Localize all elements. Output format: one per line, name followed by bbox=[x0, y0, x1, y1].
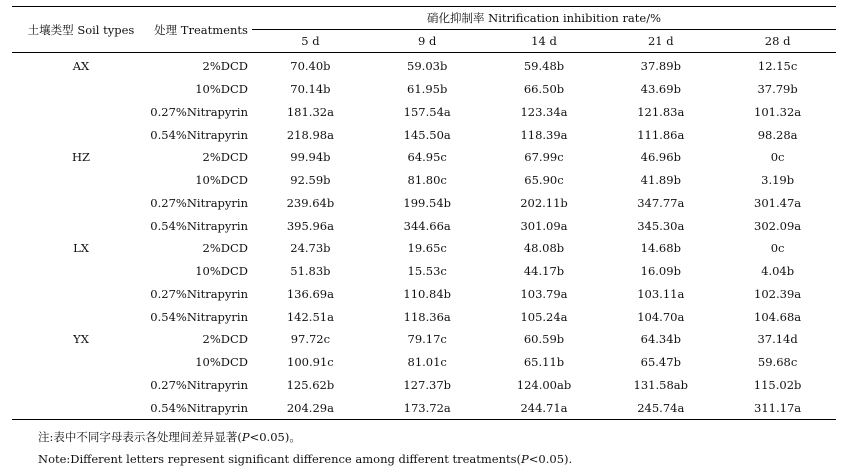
cell-soil-type: YX bbox=[73, 332, 89, 347]
cell-value: 37.79b bbox=[757, 82, 798, 97]
cell-value: 100.91c bbox=[287, 355, 334, 370]
cell-value: 239.64b bbox=[286, 195, 335, 210]
cell-value: 59.68c bbox=[757, 355, 798, 370]
cell-treatment: 0.27%Nitrapyrin bbox=[150, 377, 248, 392]
cell-value: 101.32a bbox=[754, 104, 802, 119]
cell-value: 118.39a bbox=[520, 127, 568, 142]
cell-soil-type: AX bbox=[72, 59, 90, 74]
cell-soil-type: HZ bbox=[71, 150, 91, 165]
cell-value: 345.30a bbox=[637, 218, 685, 233]
cell-value: 110.84b bbox=[403, 286, 451, 301]
cell-value: 97.72c bbox=[290, 332, 331, 347]
cell-treatment: 0.27%Nitrapyrin bbox=[150, 286, 248, 301]
cell-value: 64.95c bbox=[407, 150, 447, 165]
header-day: 9 d bbox=[369, 30, 486, 53]
cell-value: 14.68b bbox=[640, 241, 681, 256]
cell-value: 70.40b bbox=[290, 59, 331, 74]
cell-value: 123.34a bbox=[520, 104, 568, 119]
cell-value: 41.89b bbox=[640, 173, 681, 188]
table-row bbox=[12, 328, 836, 351]
cell-soil-type: LX bbox=[73, 241, 89, 256]
cell-value: 79.17c bbox=[407, 332, 447, 347]
cell-value: 202.11b bbox=[520, 195, 568, 210]
cell-value: 103.79a bbox=[520, 286, 568, 301]
cell-soil-type bbox=[12, 214, 150, 237]
table-notes bbox=[38, 426, 572, 470]
cell-soil-type bbox=[12, 78, 150, 101]
cell-value: 46.96b bbox=[640, 150, 681, 165]
cell-value: 48.08b bbox=[523, 241, 565, 256]
table-row bbox=[12, 214, 836, 237]
cell-value: 65.47b bbox=[640, 355, 681, 370]
cell-value: 103.11a bbox=[637, 286, 685, 301]
cell-value: 64.34b bbox=[640, 332, 681, 347]
cell-value: 65.90c bbox=[524, 173, 564, 188]
header-soil-types: 土壤类型 Soil types bbox=[12, 7, 150, 53]
cell-value: 60.59b bbox=[523, 332, 565, 347]
cell-value: 131.58ab bbox=[633, 377, 689, 392]
table-row bbox=[12, 53, 836, 78]
cell-value: 204.29a bbox=[252, 396, 369, 419]
cell-value: 311.17a bbox=[719, 396, 836, 419]
cell-value: 136.69a bbox=[286, 286, 334, 301]
cell-value: 115.02b bbox=[753, 377, 802, 392]
cell-value: 142.51a bbox=[286, 309, 334, 324]
cell-value: 59.48b bbox=[523, 59, 565, 74]
cell-value: 4.04b bbox=[761, 264, 795, 279]
cell-soil-type bbox=[12, 192, 150, 215]
cell-value: 43.69b bbox=[640, 82, 681, 97]
cell-treatment: 10%DCD bbox=[195, 173, 248, 188]
cell-value: 3.19b bbox=[761, 173, 795, 188]
cell-treatment: 10%DCD bbox=[195, 82, 248, 97]
cell-value: 118.36a bbox=[403, 309, 451, 324]
cell-value: 70.14b bbox=[290, 82, 331, 97]
cell-soil-type bbox=[12, 283, 150, 306]
cell-value: 301.47a bbox=[754, 195, 802, 210]
cell-soil-type bbox=[12, 351, 150, 374]
cell-soil-type bbox=[12, 169, 150, 192]
header-day: 28 d bbox=[719, 30, 836, 53]
cell-value: 37.14d bbox=[757, 332, 798, 347]
cell-soil-type bbox=[12, 260, 150, 283]
cell-value: 124.00ab bbox=[516, 377, 572, 392]
header-treatments: 处理 Treatments bbox=[150, 7, 252, 53]
cell-value: 67.99c bbox=[524, 150, 564, 165]
cell-value: 104.70a bbox=[637, 309, 685, 324]
cell-treatment: 2%DCD bbox=[202, 150, 248, 165]
cell-value: 51.83b bbox=[290, 264, 331, 279]
cell-value: 157.54a bbox=[403, 104, 451, 119]
table-row bbox=[12, 78, 836, 101]
cell-value: 244.71a bbox=[486, 396, 603, 419]
cell-treatment: 10%DCD bbox=[195, 355, 248, 370]
cell-value: 344.66a bbox=[403, 218, 451, 233]
nitrification-inhibition-table bbox=[12, 6, 836, 420]
cell-value: 81.01c bbox=[407, 355, 447, 370]
cell-value: 125.62b bbox=[286, 377, 335, 392]
table-row bbox=[12, 146, 836, 169]
cell-value: 12.15c bbox=[757, 59, 798, 74]
cell-value: 111.86a bbox=[637, 127, 685, 142]
cell-soil-type bbox=[12, 396, 150, 419]
cell-value: 245.74a bbox=[602, 396, 719, 419]
cell-value: 173.72a bbox=[369, 396, 486, 419]
cell-value: 24.73b bbox=[290, 241, 331, 256]
cell-value: 66.50b bbox=[523, 82, 565, 97]
table-row bbox=[12, 192, 836, 215]
cell-value: 347.77a bbox=[637, 195, 685, 210]
cell-value: 0c bbox=[770, 150, 785, 165]
cell-value: 44.17b bbox=[523, 264, 565, 279]
cell-value: 59.03b bbox=[407, 59, 448, 74]
cell-soil-type bbox=[12, 101, 150, 124]
cell-value: 61.95b bbox=[407, 82, 448, 97]
table-row bbox=[12, 101, 836, 124]
table-row bbox=[12, 260, 836, 283]
cell-value: 145.50a bbox=[403, 127, 451, 142]
header-day: 14 d bbox=[486, 30, 603, 53]
cell-value: 302.09a bbox=[754, 218, 802, 233]
table-body bbox=[12, 53, 836, 420]
cell-soil-type bbox=[12, 305, 150, 328]
cell-value: 301.09a bbox=[520, 218, 568, 233]
cell-treatment: 0.27%Nitrapyrin bbox=[150, 195, 248, 210]
header-day: 5 d bbox=[252, 30, 369, 53]
note-chinese: 注:表中不同字母表示各处理间差异显著(P<0.05)。 bbox=[38, 430, 301, 444]
cell-value: 121.83a bbox=[637, 104, 685, 119]
cell-value: 81.80c bbox=[407, 173, 447, 188]
table-row bbox=[12, 169, 836, 192]
cell-treatment: 10%DCD bbox=[195, 264, 248, 279]
cell-treatment: 0.54%Nitrapyrin bbox=[150, 218, 248, 233]
cell-treatment: 0.54%Nitrapyrin bbox=[150, 127, 248, 142]
cell-treatment: 0.54%Nitrapyrin bbox=[150, 396, 252, 419]
cell-value: 19.65c bbox=[407, 241, 447, 256]
table-row bbox=[12, 351, 836, 374]
cell-treatment: 2%DCD bbox=[202, 332, 248, 347]
cell-treatment: 0.27%Nitrapyrin bbox=[150, 104, 248, 119]
cell-soil-type bbox=[12, 374, 150, 397]
cell-value: 98.28a bbox=[757, 127, 798, 142]
header-day: 21 d bbox=[602, 30, 719, 53]
cell-value: 65.11b bbox=[523, 355, 565, 370]
cell-value: 16.09b bbox=[640, 264, 681, 279]
note-english: Note:Different letters represent significant difference among different treatments(P<0.05). bbox=[38, 452, 573, 466]
cell-value: 92.59b bbox=[290, 173, 331, 188]
table-row bbox=[12, 283, 836, 306]
cell-value: 181.32a bbox=[286, 104, 334, 119]
table-row bbox=[12, 374, 836, 397]
cell-value: 199.54b bbox=[403, 195, 451, 210]
cell-value: 15.53c bbox=[407, 264, 447, 279]
cell-value: 218.98a bbox=[286, 127, 334, 142]
cell-treatment: 0.54%Nitrapyrin bbox=[150, 309, 248, 324]
table-row bbox=[12, 237, 836, 260]
cell-treatment: 2%DCD bbox=[202, 241, 248, 256]
cell-value: 395.96a bbox=[286, 218, 334, 233]
cell-value: 37.89b bbox=[640, 59, 681, 74]
cell-value: 105.24a bbox=[520, 309, 568, 324]
cell-value: 127.37b bbox=[403, 377, 451, 392]
header-nitrification-group: 硝化抑制率 Nitrification inhibition rate/% bbox=[252, 7, 836, 30]
data-table-container bbox=[12, 6, 836, 420]
cell-value: 0c bbox=[770, 241, 785, 256]
cell-soil-type bbox=[12, 123, 150, 146]
cell-treatment: 2%DCD bbox=[202, 59, 248, 74]
cell-value: 102.39a bbox=[754, 286, 802, 301]
table-row bbox=[12, 305, 836, 328]
table-row bbox=[12, 123, 836, 146]
cell-value: 104.68a bbox=[754, 309, 802, 324]
table-row bbox=[12, 396, 836, 419]
cell-value: 99.94b bbox=[290, 150, 331, 165]
